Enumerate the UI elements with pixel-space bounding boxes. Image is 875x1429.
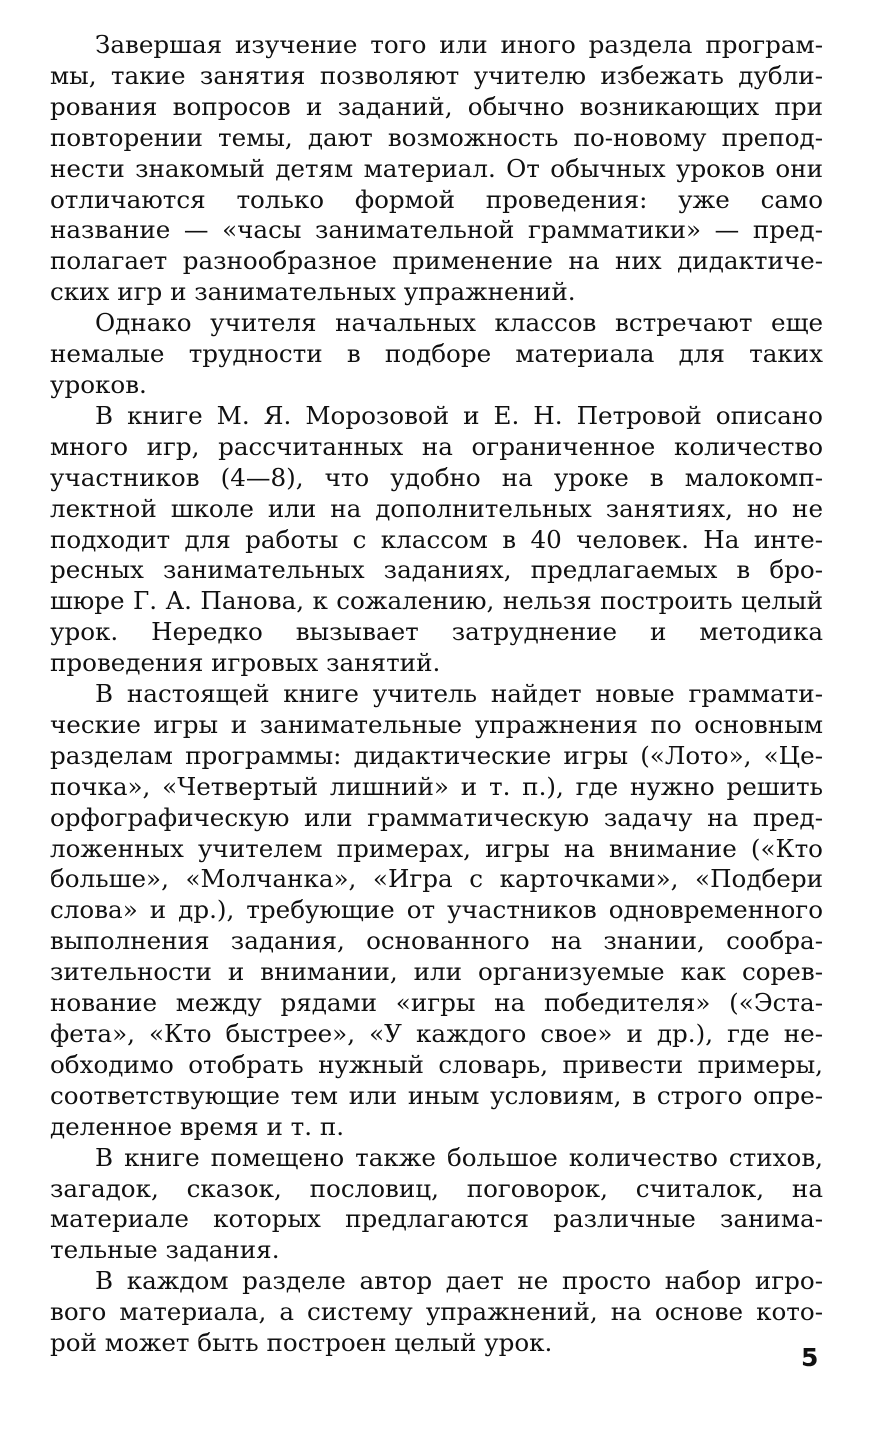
paragraph-5: В книге помещено также большое количество стихов, загадок, сказок, пословиц, поговорок, считалок, на материале которых предлагаются различные занимательные задания. [50,1142,823,1265]
paragraph-2: Однако учителя начальных классов встречают еще немалые трудности в подборе материала для таких уроков. [50,308,823,399]
paragraph-4: В настоящей книге учитель найдет новые грамматические игры и занимательные упражнения по основным разделам программы: дидактические игры («Лото», «Цепочка», «Четвертый лишний» и т. п.), где нужно решить орфографическую или грамматическую задачу на предложенных учителем примерах, игры на внимание («Кто больше», «Молчанка», «Игра с карточками», «Подбери слова» и др.), требующие от участников одновременного выполнения задания, основанного на знании, сообразительности и внимании, или организуемые как соревнование между рядами «игры на победителя» («Эстафета», «Кто быстрее», «У каждого свое» и др.), где необходимо отобрать нужный словарь, привести примеры, соответствующие тем или иным условиям, в строго определенное время и т. п. [50,679,823,1141]
paragraph-6: В каждом разделе автор дает не просто набор игрового материала, а систему упражнений, на основе которой может быть построен целый урок. [50,1266,823,1358]
page-number: 5 [801,1343,819,1372]
page-text [50,30,823,1359]
paragraph-1: Завершая изучение того или иного раздела программы, такие занятия позволяют учителю избежать дублирования вопросов и заданий, обычно возникающих при повторении темы, дают возможность по-новому преподнести знакомый детям материал. От обычных уроков они отличаются только формой проведения: уже само название — «часы занимательной грамматики» — предполагает разнообразное применение на них дидактических игр и занимательных упражнений. [50,30,823,307]
paragraph-3: В книге М. Я. Морозовой и Е. Н. Петровой описано много игр, рассчитанных на ограниченное количество участников (4—8), что удобно на уроке в малокомплектной школе или на дополнительных занятиях, но не подходит для работы с классом в 40 человек. На интересных занимательных заданиях, предлагаемых в брошюре Г. А. Панова, к сожалению, нельзя построить целый урок. Нередко вызывает затруднение и методика проведения игровых занятий. [50,400,823,678]
